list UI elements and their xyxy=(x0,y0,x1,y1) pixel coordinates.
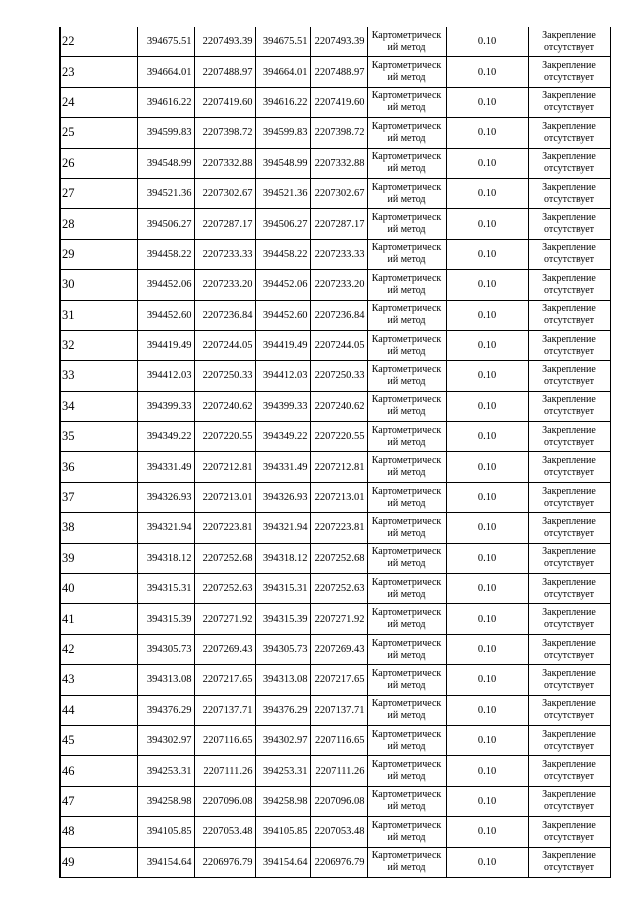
table-row xyxy=(60,634,610,664)
y-coordinate-cell: 2207217.65 xyxy=(194,665,255,695)
precision-cell: 0.10 xyxy=(446,209,528,239)
fixation-cell: Закрепление отсутствует xyxy=(528,847,610,877)
y-coordinate-cell: 2207111.26 xyxy=(310,756,367,786)
x-coordinate-cell: 394412.03 xyxy=(255,361,310,391)
fixation-cell: Закрепление отсутствует xyxy=(528,817,610,847)
point-number-cell: 24 xyxy=(60,87,137,117)
point-number-cell: 43 xyxy=(60,665,137,695)
x-coordinate-cell: 394452.60 xyxy=(255,300,310,330)
y-coordinate-cell: 2207212.81 xyxy=(194,452,255,482)
table-row xyxy=(60,118,610,148)
x-coordinate-cell: 394321.94 xyxy=(137,513,194,543)
x-coordinate-cell: 394349.22 xyxy=(137,422,194,452)
fixation-cell: Закрепление отсутствует xyxy=(528,482,610,512)
method-cell: Картометрическ ий метод xyxy=(367,391,446,421)
table-row xyxy=(60,27,610,57)
y-coordinate-cell: 2207488.97 xyxy=(194,57,255,87)
table-row xyxy=(60,847,610,877)
y-coordinate-cell: 2207271.92 xyxy=(310,604,367,634)
fixation-cell: Закрепление отсутствует xyxy=(528,330,610,360)
y-coordinate-cell: 2207302.67 xyxy=(194,178,255,208)
method-cell: Картометрическ ий метод xyxy=(367,27,446,57)
x-coordinate-cell: 394548.99 xyxy=(137,148,194,178)
method-cell: Картометрическ ий метод xyxy=(367,847,446,877)
x-coordinate-cell: 394315.31 xyxy=(255,574,310,604)
x-coordinate-cell: 394458.22 xyxy=(137,239,194,269)
x-coordinate-cell: 394318.12 xyxy=(255,543,310,573)
x-coordinate-cell: 394105.85 xyxy=(137,817,194,847)
fixation-cell: Закрепление отсутствует xyxy=(528,27,610,57)
table-row xyxy=(60,725,610,755)
y-coordinate-cell: 2207493.39 xyxy=(310,27,367,57)
fixation-cell: Закрепление отсутствует xyxy=(528,513,610,543)
x-coordinate-cell: 394458.22 xyxy=(255,239,310,269)
x-coordinate-cell: 394302.97 xyxy=(255,725,310,755)
precision-cell: 0.10 xyxy=(446,270,528,300)
y-coordinate-cell: 2207252.63 xyxy=(194,574,255,604)
x-coordinate-cell: 394664.01 xyxy=(137,57,194,87)
table-row xyxy=(60,574,610,604)
fixation-cell: Закрепление отсутствует xyxy=(528,452,610,482)
point-number-cell: 29 xyxy=(60,239,137,269)
precision-cell: 0.10 xyxy=(446,300,528,330)
method-cell: Картометрическ ий метод xyxy=(367,513,446,543)
fixation-cell: Закрепление отсутствует xyxy=(528,87,610,117)
fixation-cell: Закрепление отсутствует xyxy=(528,422,610,452)
fixation-cell: Закрепление отсутствует xyxy=(528,665,610,695)
precision-cell: 0.10 xyxy=(446,422,528,452)
precision-cell: 0.10 xyxy=(446,847,528,877)
x-coordinate-cell: 394318.12 xyxy=(137,543,194,573)
fixation-cell: Закрепление отсутствует xyxy=(528,786,610,816)
fixation-cell: Закрепление отсутствует xyxy=(528,118,610,148)
y-coordinate-cell: 2207269.43 xyxy=(310,634,367,664)
method-cell: Картометрическ ий метод xyxy=(367,361,446,391)
table-row xyxy=(60,756,610,786)
fixation-cell: Закрепление отсутствует xyxy=(528,148,610,178)
x-coordinate-cell: 394506.27 xyxy=(255,209,310,239)
fixation-cell: Закрепление отсутствует xyxy=(528,209,610,239)
y-coordinate-cell: 2207137.71 xyxy=(194,695,255,725)
precision-cell: 0.10 xyxy=(446,634,528,664)
precision-cell: 0.10 xyxy=(446,482,528,512)
y-coordinate-cell: 2207271.92 xyxy=(194,604,255,634)
y-coordinate-cell: 2207287.17 xyxy=(194,209,255,239)
x-coordinate-cell: 394331.49 xyxy=(255,452,310,482)
precision-cell: 0.10 xyxy=(446,786,528,816)
x-coordinate-cell: 394452.06 xyxy=(255,270,310,300)
y-coordinate-cell: 2207233.33 xyxy=(310,239,367,269)
x-coordinate-cell: 394399.33 xyxy=(137,391,194,421)
point-number-cell: 44 xyxy=(60,695,137,725)
fixation-cell: Закрепление отсутствует xyxy=(528,239,610,269)
method-cell: Картометрическ ий метод xyxy=(367,725,446,755)
fixation-cell: Закрепление отсутствует xyxy=(528,300,610,330)
method-cell: Картометрическ ий метод xyxy=(367,57,446,87)
fixation-cell: Закрепление отсутствует xyxy=(528,574,610,604)
x-coordinate-cell: 394305.73 xyxy=(255,634,310,664)
method-cell: Картометрическ ий метод xyxy=(367,178,446,208)
y-coordinate-cell: 2207233.20 xyxy=(194,270,255,300)
y-coordinate-cell: 2207252.63 xyxy=(310,574,367,604)
y-coordinate-cell: 2207302.67 xyxy=(310,178,367,208)
x-coordinate-cell: 394521.36 xyxy=(255,178,310,208)
x-coordinate-cell: 394253.31 xyxy=(137,756,194,786)
coordinates-table xyxy=(59,27,611,878)
x-coordinate-cell: 394412.03 xyxy=(137,361,194,391)
precision-cell: 0.10 xyxy=(446,178,528,208)
point-number-cell: 32 xyxy=(60,330,137,360)
table-row xyxy=(60,300,610,330)
table-row xyxy=(60,452,610,482)
point-number-cell: 25 xyxy=(60,118,137,148)
table-row xyxy=(60,178,610,208)
point-number-cell: 30 xyxy=(60,270,137,300)
y-coordinate-cell: 2207233.33 xyxy=(194,239,255,269)
method-cell: Картометрическ ий метод xyxy=(367,209,446,239)
table-row xyxy=(60,513,610,543)
y-coordinate-cell: 2207213.01 xyxy=(194,482,255,512)
method-cell: Картометрическ ий метод xyxy=(367,695,446,725)
x-coordinate-cell: 394675.51 xyxy=(137,27,194,57)
y-coordinate-cell: 2207220.55 xyxy=(194,422,255,452)
method-cell: Картометрическ ий метод xyxy=(367,239,446,269)
y-coordinate-cell: 2207244.05 xyxy=(194,330,255,360)
y-coordinate-cell: 2207236.84 xyxy=(310,300,367,330)
table-row xyxy=(60,148,610,178)
x-coordinate-cell: 394321.94 xyxy=(255,513,310,543)
point-number-cell: 48 xyxy=(60,817,137,847)
point-number-cell: 28 xyxy=(60,209,137,239)
method-cell: Картометрическ ий метод xyxy=(367,482,446,512)
table-row xyxy=(60,87,610,117)
y-coordinate-cell: 2207398.72 xyxy=(194,118,255,148)
precision-cell: 0.10 xyxy=(446,756,528,786)
coordinates-table-body xyxy=(60,27,610,877)
y-coordinate-cell: 2207212.81 xyxy=(310,452,367,482)
x-coordinate-cell: 394616.22 xyxy=(137,87,194,117)
y-coordinate-cell: 2207053.48 xyxy=(194,817,255,847)
x-coordinate-cell: 394154.64 xyxy=(137,847,194,877)
precision-cell: 0.10 xyxy=(446,361,528,391)
x-coordinate-cell: 394253.31 xyxy=(255,756,310,786)
x-coordinate-cell: 394302.97 xyxy=(137,725,194,755)
method-cell: Картометрическ ий метод xyxy=(367,300,446,330)
point-number-cell: 39 xyxy=(60,543,137,573)
y-coordinate-cell: 2207493.39 xyxy=(194,27,255,57)
x-coordinate-cell: 394675.51 xyxy=(255,27,310,57)
x-coordinate-cell: 394452.06 xyxy=(137,270,194,300)
x-coordinate-cell: 394616.22 xyxy=(255,87,310,117)
table-row xyxy=(60,57,610,87)
y-coordinate-cell: 2207419.60 xyxy=(194,87,255,117)
point-number-cell: 41 xyxy=(60,604,137,634)
y-coordinate-cell: 2207269.43 xyxy=(194,634,255,664)
point-number-cell: 35 xyxy=(60,422,137,452)
table-row xyxy=(60,239,610,269)
y-coordinate-cell: 2207137.71 xyxy=(310,695,367,725)
y-coordinate-cell: 2207233.20 xyxy=(310,270,367,300)
y-coordinate-cell: 2207217.65 xyxy=(310,665,367,695)
y-coordinate-cell: 2206976.79 xyxy=(310,847,367,877)
point-number-cell: 42 xyxy=(60,634,137,664)
y-coordinate-cell: 2207096.08 xyxy=(194,786,255,816)
x-coordinate-cell: 394258.98 xyxy=(137,786,194,816)
method-cell: Картометрическ ий метод xyxy=(367,452,446,482)
x-coordinate-cell: 394315.39 xyxy=(255,604,310,634)
y-coordinate-cell: 2207223.81 xyxy=(194,513,255,543)
x-coordinate-cell: 394521.36 xyxy=(137,178,194,208)
x-coordinate-cell: 394664.01 xyxy=(255,57,310,87)
table-row xyxy=(60,786,610,816)
precision-cell: 0.10 xyxy=(446,604,528,634)
table-row xyxy=(60,209,610,239)
x-coordinate-cell: 394315.39 xyxy=(137,604,194,634)
x-coordinate-cell: 394376.29 xyxy=(255,695,310,725)
method-cell: Картометрическ ий метод xyxy=(367,756,446,786)
method-cell: Картометрическ ий метод xyxy=(367,634,446,664)
x-coordinate-cell: 394315.31 xyxy=(137,574,194,604)
precision-cell: 0.10 xyxy=(446,148,528,178)
method-cell: Картометрическ ий метод xyxy=(367,118,446,148)
method-cell: Картометрическ ий метод xyxy=(367,786,446,816)
fixation-cell: Закрепление отсутствует xyxy=(528,543,610,573)
method-cell: Картометрическ ий метод xyxy=(367,817,446,847)
y-coordinate-cell: 2207213.01 xyxy=(310,482,367,512)
precision-cell: 0.10 xyxy=(446,452,528,482)
precision-cell: 0.10 xyxy=(446,817,528,847)
fixation-cell: Закрепление отсутствует xyxy=(528,756,610,786)
method-cell: Картометрическ ий метод xyxy=(367,604,446,634)
y-coordinate-cell: 2207250.33 xyxy=(310,361,367,391)
fixation-cell: Закрепление отсутствует xyxy=(528,604,610,634)
table-row xyxy=(60,422,610,452)
y-coordinate-cell: 2207252.68 xyxy=(194,543,255,573)
precision-cell: 0.10 xyxy=(446,239,528,269)
point-number-cell: 34 xyxy=(60,391,137,421)
point-number-cell: 26 xyxy=(60,148,137,178)
x-coordinate-cell: 394349.22 xyxy=(255,422,310,452)
precision-cell: 0.10 xyxy=(446,118,528,148)
y-coordinate-cell: 2207488.97 xyxy=(310,57,367,87)
precision-cell: 0.10 xyxy=(446,543,528,573)
point-number-cell: 45 xyxy=(60,725,137,755)
point-number-cell: 27 xyxy=(60,178,137,208)
fixation-cell: Закрепление отсутствует xyxy=(528,634,610,664)
x-coordinate-cell: 394305.73 xyxy=(137,634,194,664)
point-number-cell: 47 xyxy=(60,786,137,816)
fixation-cell: Закрепление отсутствует xyxy=(528,361,610,391)
method-cell: Картометрическ ий метод xyxy=(367,270,446,300)
precision-cell: 0.10 xyxy=(446,87,528,117)
x-coordinate-cell: 394313.08 xyxy=(255,665,310,695)
y-coordinate-cell: 2207240.62 xyxy=(194,391,255,421)
precision-cell: 0.10 xyxy=(446,27,528,57)
x-coordinate-cell: 394376.29 xyxy=(137,695,194,725)
table-row xyxy=(60,482,610,512)
method-cell: Картометрическ ий метод xyxy=(367,330,446,360)
y-coordinate-cell: 2207220.55 xyxy=(310,422,367,452)
y-coordinate-cell: 2207252.68 xyxy=(310,543,367,573)
point-number-cell: 33 xyxy=(60,361,137,391)
method-cell: Картометрическ ий метод xyxy=(367,543,446,573)
point-number-cell: 23 xyxy=(60,57,137,87)
precision-cell: 0.10 xyxy=(446,574,528,604)
fixation-cell: Закрепление отсутствует xyxy=(528,57,610,87)
x-coordinate-cell: 394419.49 xyxy=(137,330,194,360)
x-coordinate-cell: 394599.83 xyxy=(255,118,310,148)
method-cell: Картометрическ ий метод xyxy=(367,574,446,604)
x-coordinate-cell: 394399.33 xyxy=(255,391,310,421)
x-coordinate-cell: 394331.49 xyxy=(137,452,194,482)
x-coordinate-cell: 394326.93 xyxy=(137,482,194,512)
y-coordinate-cell: 2207116.65 xyxy=(310,725,367,755)
y-coordinate-cell: 2207287.17 xyxy=(310,209,367,239)
y-coordinate-cell: 2207419.60 xyxy=(310,87,367,117)
table-row xyxy=(60,330,610,360)
y-coordinate-cell: 2207223.81 xyxy=(310,513,367,543)
precision-cell: 0.10 xyxy=(446,330,528,360)
x-coordinate-cell: 394326.93 xyxy=(255,482,310,512)
precision-cell: 0.10 xyxy=(446,725,528,755)
table-row xyxy=(60,543,610,573)
x-coordinate-cell: 394154.64 xyxy=(255,847,310,877)
y-coordinate-cell: 2207240.62 xyxy=(310,391,367,421)
table-row xyxy=(60,270,610,300)
y-coordinate-cell: 2207111.26 xyxy=(194,756,255,786)
table-row xyxy=(60,391,610,421)
point-number-cell: 46 xyxy=(60,756,137,786)
y-coordinate-cell: 2207236.84 xyxy=(194,300,255,330)
x-coordinate-cell: 394548.99 xyxy=(255,148,310,178)
fixation-cell: Закрепление отсутствует xyxy=(528,725,610,755)
y-coordinate-cell: 2207053.48 xyxy=(310,817,367,847)
table-row xyxy=(60,604,610,634)
precision-cell: 0.10 xyxy=(446,665,528,695)
precision-cell: 0.10 xyxy=(446,391,528,421)
y-coordinate-cell: 2207244.05 xyxy=(310,330,367,360)
point-number-cell: 37 xyxy=(60,482,137,512)
y-coordinate-cell: 2207116.65 xyxy=(194,725,255,755)
y-coordinate-cell: 2207096.08 xyxy=(310,786,367,816)
point-number-cell: 36 xyxy=(60,452,137,482)
method-cell: Картометрическ ий метод xyxy=(367,87,446,117)
method-cell: Картометрическ ий метод xyxy=(367,422,446,452)
x-coordinate-cell: 394506.27 xyxy=(137,209,194,239)
method-cell: Картометрическ ий метод xyxy=(367,665,446,695)
table-row xyxy=(60,665,610,695)
method-cell: Картометрическ ий метод xyxy=(367,148,446,178)
table-row xyxy=(60,361,610,391)
y-coordinate-cell: 2207398.72 xyxy=(310,118,367,148)
x-coordinate-cell: 394258.98 xyxy=(255,786,310,816)
x-coordinate-cell: 394452.60 xyxy=(137,300,194,330)
precision-cell: 0.10 xyxy=(446,695,528,725)
point-number-cell: 22 xyxy=(60,27,137,57)
x-coordinate-cell: 394599.83 xyxy=(137,118,194,148)
x-coordinate-cell: 394419.49 xyxy=(255,330,310,360)
table-row xyxy=(60,695,610,725)
fixation-cell: Закрепление отсутствует xyxy=(528,178,610,208)
precision-cell: 0.10 xyxy=(446,513,528,543)
fixation-cell: Закрепление отсутствует xyxy=(528,695,610,725)
y-coordinate-cell: 2207332.88 xyxy=(310,148,367,178)
point-number-cell: 40 xyxy=(60,574,137,604)
fixation-cell: Закрепление отсутствует xyxy=(528,391,610,421)
point-number-cell: 31 xyxy=(60,300,137,330)
point-number-cell: 49 xyxy=(60,847,137,877)
y-coordinate-cell: 2206976.79 xyxy=(194,847,255,877)
table-row xyxy=(60,817,610,847)
point-number-cell: 38 xyxy=(60,513,137,543)
y-coordinate-cell: 2207250.33 xyxy=(194,361,255,391)
fixation-cell: Закрепление отсутствует xyxy=(528,270,610,300)
x-coordinate-cell: 394313.08 xyxy=(137,665,194,695)
y-coordinate-cell: 2207332.88 xyxy=(194,148,255,178)
precision-cell: 0.10 xyxy=(446,57,528,87)
x-coordinate-cell: 394105.85 xyxy=(255,817,310,847)
